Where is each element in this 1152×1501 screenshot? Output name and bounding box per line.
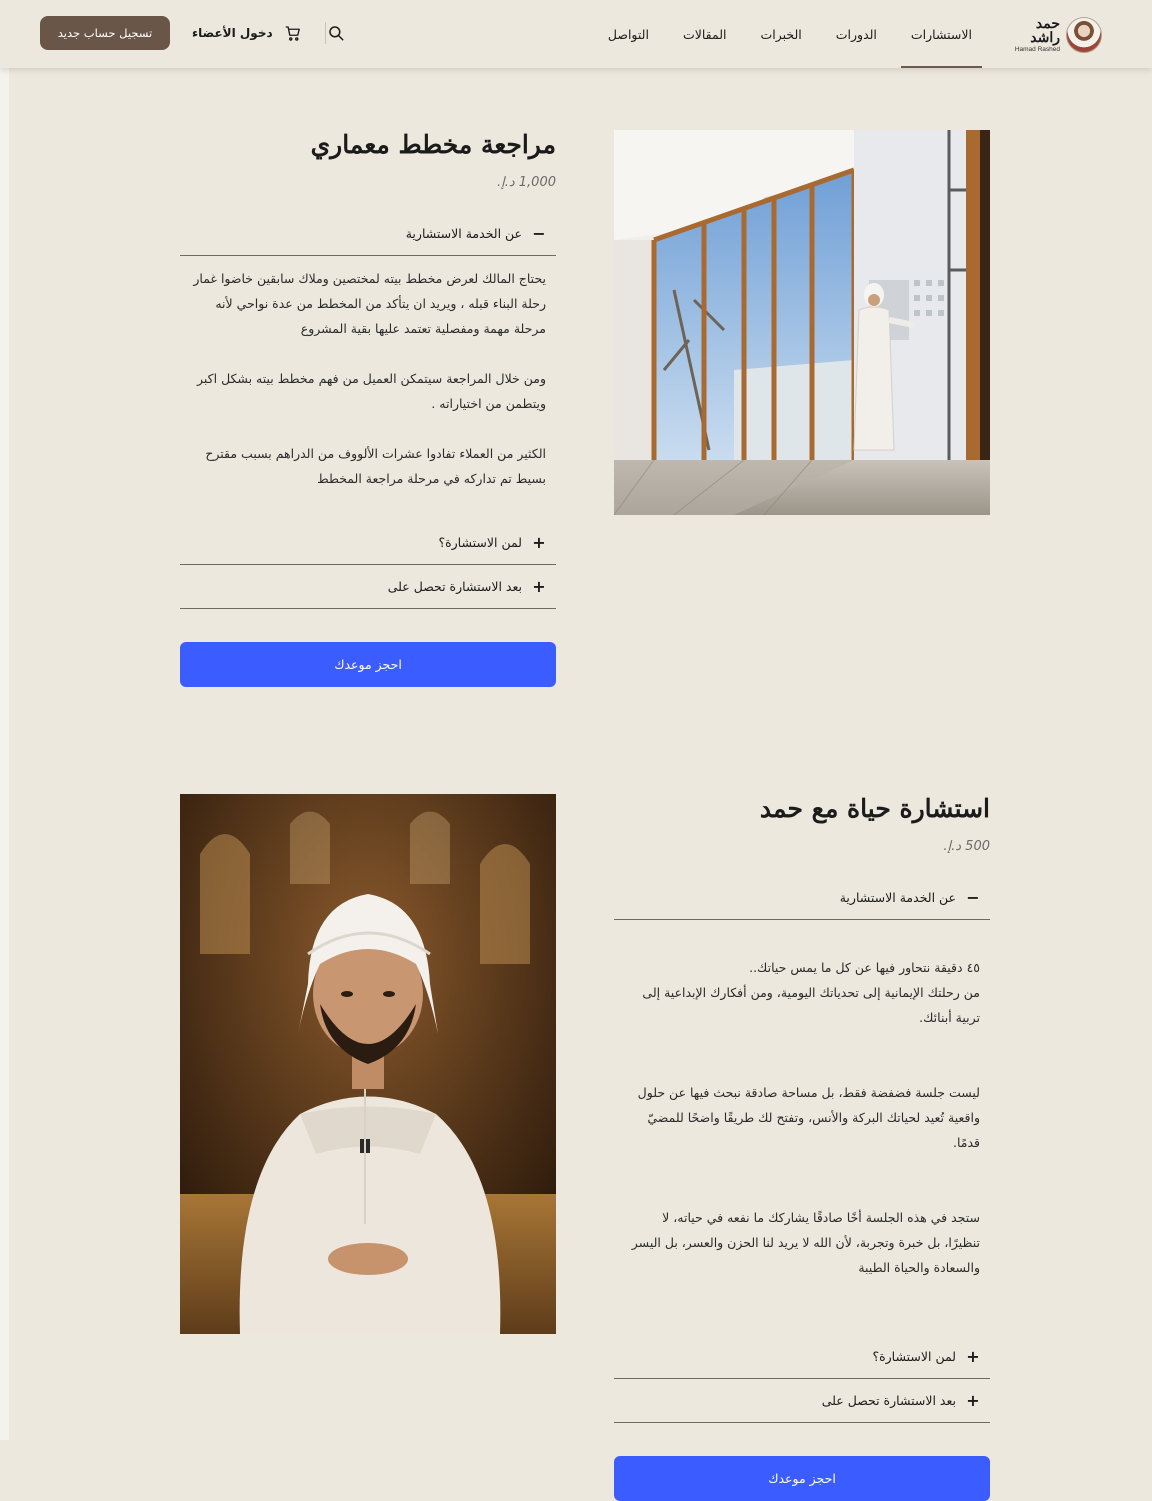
register-button[interactable]: تسجيل حساب جديد (40, 16, 170, 50)
page-edge-strip (0, 68, 9, 1440)
service-card-architectural-review (180, 130, 556, 687)
accordion-after[interactable] (614, 1379, 990, 1423)
book-appointment-button[interactable]: احجز موعدك (614, 1456, 990, 1501)
member-login-link[interactable]: دخول الأعضاء (192, 26, 273, 40)
plus-icon: + (532, 532, 546, 552)
accordion-about[interactable] (180, 212, 556, 256)
header-tools (40, 16, 360, 50)
accordion-for-whom[interactable] (180, 521, 556, 565)
nav-item-consultations[interactable]: الاستشارات (901, 0, 982, 68)
service-title: استشارة حياة مع حمد (759, 794, 990, 823)
accordion-for-whom-label: لمن الاستشارة؟ (872, 1349, 956, 1364)
nav-item-contact[interactable]: التواصل (607, 26, 649, 42)
about-paragraph: ليست جلسة فضفضة فقط، بل مساحة صادقة نبحث فيها عن حلول واقعية تُعيد لحياتك البركة والأنس، وتفتح لك طريقًا واضحًا للمضيّ قدمًا. (637, 1085, 980, 1150)
accordion-about[interactable] (614, 876, 990, 920)
accordion-about-body (180, 256, 556, 521)
service-card-life-consultation (614, 794, 990, 1501)
accordion-for-whom-label: لمن الاستشارة؟ (438, 535, 522, 550)
logo-arabic: حمد راشد (1030, 15, 1060, 46)
accordion-about-label: عن الخدمة الاستشارية (839, 890, 956, 905)
plus-icon: + (532, 576, 546, 596)
service-price: 500 د.إ. (943, 839, 990, 854)
about-paragraph: ومن خلال المراجعة سيتمكن العميل من فهم مخطط بيته بشكل اكبر ويتطمن من اختياراته . (197, 371, 546, 411)
logo-english: Hamad Rashed (1014, 45, 1060, 53)
site-header (0, 0, 1152, 68)
cart-icon[interactable] (283, 23, 303, 43)
about-paragraph: ستجد في هذه الجلسة أخًا صادقًا يشاركك ما نفعه في حياته، لا تنظيرًا، بل خبرة وتجربة، لأن الله لا يريد لنا الحزن والعسر، بل اليسر والسعادة والحياة الطيبة (631, 1210, 980, 1275)
logo-avatar (1066, 17, 1102, 53)
accordion-after[interactable] (180, 565, 556, 609)
site-logo[interactable] (1010, 16, 1102, 54)
accordion-after-label: بعد الاستشارة تحصل على (387, 579, 522, 594)
about-paragraph: يحتاج المالك لعرض مخطط بيته لمختصين وملاك سابقين خاضوا غمار رحلة البناء قبله ، ويريد ان يتأكد من المخطط من عدة نواحي لأنه مرحلة مهمة ومفصلية تعتمد عليها بقية المشروع (193, 271, 546, 336)
search-icon[interactable] (326, 23, 346, 43)
minus-icon: − (532, 223, 546, 243)
service-accordion (180, 212, 556, 609)
book-appointment-button[interactable]: احجز موعدك (180, 642, 556, 687)
nav-item-articles[interactable]: المقالات (682, 26, 727, 42)
plus-icon: + (966, 1346, 980, 1366)
nav-item-courses[interactable]: الدورات (835, 26, 877, 42)
service-title: مراجعة مخطط معماري (310, 130, 556, 159)
plus-icon: + (966, 1390, 980, 1410)
logo-text (1010, 17, 1060, 54)
about-paragraph: ٤٥ دقيقة نتحاور فيها عن كل ما يمس حياتك.. من رحلتك الإيمانية إلى تحدياتك اليومية، ومن أفكارك الإبداعية إلى تربية أبنائك. (642, 960, 980, 1025)
accordion-for-whom[interactable] (614, 1335, 990, 1379)
accordion-about-label: عن الخدمة الاستشارية (405, 226, 522, 241)
nav-item-experiences[interactable]: الخبرات (760, 26, 802, 42)
minus-icon: − (966, 887, 980, 907)
service-photo-portrait (180, 794, 556, 1334)
main-nav (584, 0, 982, 68)
service-photo-architecture (614, 130, 990, 515)
accordion-after-label: بعد الاستشارة تحصل على (821, 1393, 956, 1408)
service-price: 1,000 د.إ. (496, 175, 556, 190)
tools-divider (325, 22, 326, 44)
service-accordion (614, 876, 990, 1423)
about-paragraph: الكثير من العملاء تفادوا عشرات الألووف من الدراهم بسبب مقترح بسيط تم تداركه في مرحلة مراجعة المخطط (205, 446, 546, 486)
accordion-about-body (614, 920, 990, 1335)
